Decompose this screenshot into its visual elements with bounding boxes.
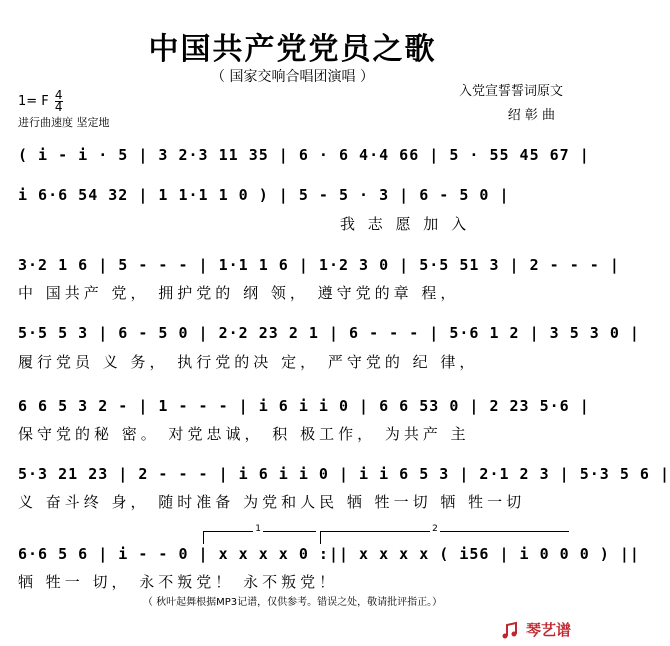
time-top: 4 — [54, 88, 63, 102]
volta-2-number: 2 — [432, 524, 438, 534]
time-bottom: 4 — [54, 100, 63, 114]
watermark-text: 琴艺谱 — [525, 621, 571, 639]
score-line-4-lyrics: 履行党员 义 务， 执行党的决 定， 严守党的 纪 律， — [18, 353, 479, 371]
music-note-icon — [501, 622, 519, 640]
score-line-7-notes: 6·6 5 6 | i - - 0 | x x x x 0 :|| x x x x ( i56 | i 0 0 0 ) || — [18, 545, 640, 563]
volta-bracket-2 — [320, 524, 569, 544]
score-line-2-lyrics: 我 志 愿 加 入 — [340, 215, 471, 233]
transcription-footnote: （ 秋叶起舞根据MP3记谱，仅供参考。错误之处，敬请批评指正。） — [142, 597, 443, 608]
key-signature — [18, 90, 63, 113]
site-watermark — [501, 619, 571, 640]
score-line-5-lyrics: 保守党的秘 密。 对党忠诚， 积 极工作， 为共产 主 — [18, 425, 470, 443]
composer-credit: 绍 彰 曲 — [507, 108, 555, 123]
key-label: 1= F — [18, 94, 49, 109]
score-line-6-notes: 5·3 21 23 | 2 - - - | i 6 i i 0 | i i 6 5 3 | 2·1 2 3 | 5·3 5 6 | — [18, 465, 670, 483]
performer-subtitle: （ 国家交响合唱团演唱 ） — [211, 69, 374, 85]
volta-1-number: 1 — [255, 524, 261, 534]
score-line-7-lyrics: 牺 牲一 切， 永不叛党！ 永不叛党！ — [18, 573, 339, 591]
score-line-3-lyrics: 中 国共产 党， 拥护党的 纲 领， 遵守党的章 程， — [18, 284, 460, 302]
score-line-5-notes: 6 6 5 3 2 - | 1 - - - | i 6 i i 0 | 6 6 53 0 | 2 23 5·6 | — [18, 397, 590, 415]
score-line-4-notes: 5·5 5 3 | 6 - 5 0 | 2·2 23 2 1 | 6 - - - | 5·6 1 2 | 3 5 3 0 | — [18, 324, 640, 342]
score-line-1-notes: ( i - i · 5 | 3 2·3 11 35 | 6 · 6 4·4 66 | 5 · 55 45 67 | — [18, 146, 590, 164]
volta-bracket-1 — [203, 524, 316, 544]
song-title: 中国共产党党员之歌 — [148, 32, 437, 67]
score-line-6-lyrics: 义 奋斗终 身， 随时准备 为党和人民 牺 牲一切 牺 牲一切 — [18, 493, 526, 511]
score-line-3-notes: 3·2 1 6 | 5 - - - | 1·1 1 6 | 1·2 3 0 | 5·5 51 3 | 2 - - - | — [18, 256, 620, 274]
score-line-2-notes: i 6·6 54 32 | 1 1·1 1 0 ) | 5 - 5 · 3 | 6 - 5 0 | — [18, 186, 510, 204]
lyricist-credit: 入党宣誓誓词原文 — [458, 84, 563, 99]
time-signature — [55, 90, 63, 113]
tempo-marking: 进行曲速度 坚定地 — [18, 116, 110, 129]
